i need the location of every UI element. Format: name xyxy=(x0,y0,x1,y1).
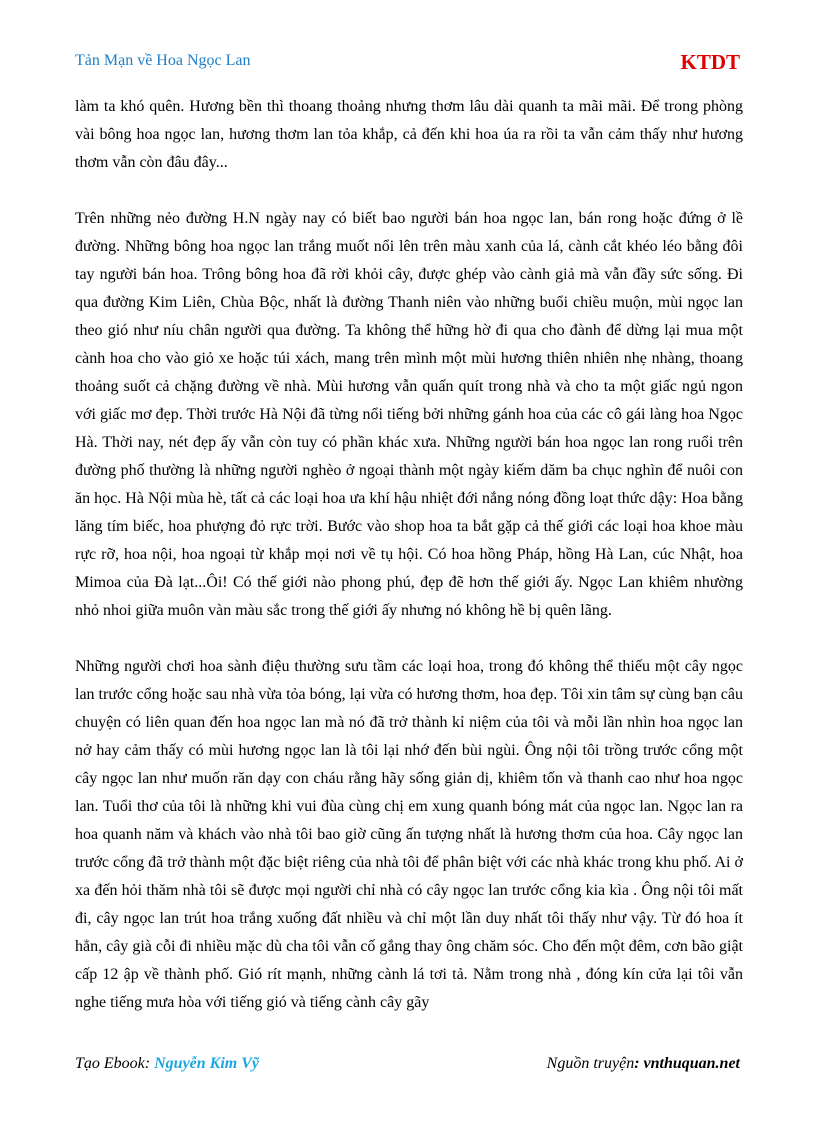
paragraph: Những người chơi hoa sành điệu thường sưu tầm các loại hoa, trong đó không thể thiếu một cây ngọc lan trước cổng hoặc sau nhà vừa tỏa bóng, lại vừa có hương thơm, hoa đẹp. Tôi xin tâm sự cùng bạn câu chuyện có liên quan đến hoa ngọc lan mà nó đã trở thành kỉ niệm của tôi và mỗi lần nhìn hoa ngọc lan nở hay cảm thấy có mùi hương ngọc lan là tôi lại nhớ đến bùi ngùi. Ông nội tôi trồng trước cổng một cây ngọc lan như muốn răn dạy con cháu rằng hãy sống giản dị, khiêm tốn và thanh cao như hoa ngọc lan. Tuổi thơ của tôi là những khi vui đùa cùng chị em xung quanh bóng mát của ngọc lan. Ngọc lan ra hoa quanh năm và khách vào nhà tôi bao giờ cũng ấn tượng nhất là hương thơm của hoa. Cây ngọc lan trước cổng đã trở thành một đặc biệt riêng của nhà tôi để phân biệt với các nhà khác trong khu phố. Ai ở xa đến hỏi thăm nhà tôi sẽ được mọi người chỉ nhà có cây ngọc lan trước cổng kia kìa . Ông nội tôi mất đi, cây ngọc lan trút hoa trắng xuống đất nhiều và chỉ một lần duy nhất tôi thấy như vậy. Từ đó hoa ít hẳn, cây già cỗi đi nhiều mặc dù cha tôi vẫn cố gắng thay ông chăm sóc. Cho đến một đêm, cơn bão giật cấp 12 ập về thành phố. Gió rít mạnh, những cành lá tơi tả. Nằm trong nhà , đóng kín cửa lại tôi vẫn nghe tiếng mưa hòa với tiếng gió và tiếng cành cây gãy xyxy=(75,658,743,1011)
source-credit xyxy=(547,1055,740,1073)
ebook-credit xyxy=(75,1055,259,1073)
ebook-credit-separator: : xyxy=(144,1055,155,1072)
document-body xyxy=(75,93,743,1045)
ebook-credit-label: Tạo Ebook xyxy=(75,1055,145,1072)
page-header xyxy=(75,50,740,76)
source-site: vnthuquan.net xyxy=(643,1055,740,1072)
document-title: Tản Mạn về Hoa Ngọc Lan xyxy=(75,52,251,69)
paragraph: Trên những nẻo đường H.N ngày nay có biết bao người bán hoa ngọc lan, bán rong hoặc đứng ở lề đường. Những bông hoa ngọc lan trắng muốt nổi lên trên màu xanh của lá, cành cắt khéo léo bằng đôi tay người bán hoa. Trông bông hoa đã rời khỏi cây, được ghép vào cành giả mà vẫn đầy sức sống. Đi qua đường Kim Liên, Chùa Bộc, nhất là đường Thanh niên vào những buổi chiều muộn, mùi ngọc lan theo gió như níu chân người qua đường. Ta không thể hững hờ đi qua cho đành để dừng lại mua một cành hoa cho vào giỏ xe hoặc túi xách, mang trên mình một mùi hương thiên nhiên nhẹ nhàng, thoang thoảng suốt cả chặng đường về nhà. Mùi hương vẫn quấn quít trong nhà và cho ta một giấc ngủ ngon với giấc mơ đẹp. Thời trước Hà Nội đã từng nổi tiếng bởi những gánh hoa của các cô gái làng hoa Ngọc Hà. Thời nay, nét đẹp ấy vẫn còn tuy có phần khác xưa. Những người bán hoa ngọc lan rong ruổi trên đường phố thường là những người nghèo ở ngoại thành một ngày kiếm dăm ba chục nghìn để nuôi con ăn học. Hà Nội mùa hè, tất cả các loại hoa ưa khí hậu nhiệt đới nắng nóng đồng loạt thức dậy: Hoa bằng lăng tím biếc, hoa phượng đỏ rực trời. Bước vào shop hoa ta bắt gặp cả thế giới các loại hoa khoe màu rực rỡ, hoa nội, hoa ngoại từ khắp mọi nơi về tụ hội. Có hoa hồng Pháp, hồng Hà Lan, cúc Nhật, hoa Mimoa của Đà lạt...Ôi! Có thế giới nào phong phú, đẹp đẽ hơn thế giới ấy. Ngọc Lan khiêm nhường nhỏ nhoi giữa muôn vàn màu sắc trong thế giới ấy nhưng nó không hề bị quên lãng. xyxy=(75,210,743,619)
paragraph: làm ta khó quên. Hương bền thì thoang thoảng nhưng thơm lâu dài quanh ta mãi mãi. Để trong phòng vài bông hoa ngọc lan, hương thơm lan tỏa khắp, cả đến khi hoa úa ra rồi ta vẫn cảm thấy như hương thơm vẫn còn đâu đây... xyxy=(75,98,743,171)
ebook-author-name: Nguyễn Kim Vỹ xyxy=(154,1055,259,1072)
source-credit-separator: : xyxy=(634,1055,644,1072)
publisher-code: KTDT xyxy=(680,50,740,74)
source-credit-label: Nguồn truyện xyxy=(546,1055,635,1072)
